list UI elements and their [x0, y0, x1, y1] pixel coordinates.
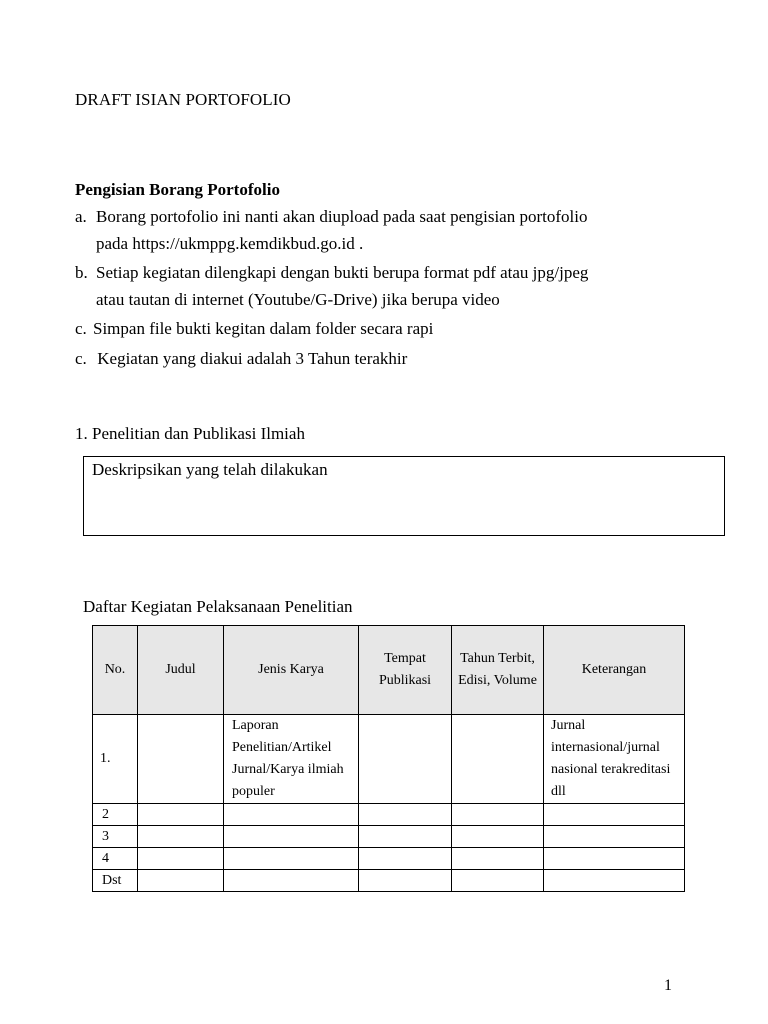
table-row — [93, 848, 685, 870]
section-title-penelitian: 1. Penelitian dan Publikasi Ilmiah — [75, 424, 305, 443]
instruction-marker: a. — [75, 207, 87, 226]
cell-no: 1. — [93, 715, 138, 804]
cell-judul[interactable] — [138, 715, 224, 804]
instruction-marker: b. — [75, 263, 88, 282]
description-box[interactable] — [83, 456, 725, 536]
table-title: Daftar Kegiatan Pelaksanaan Penelitian — [83, 597, 353, 616]
document-title: DRAFT ISIAN PORTOFOLIO — [75, 90, 291, 109]
cell-keterangan[interactable] — [544, 826, 685, 848]
cell-no: 2 — [93, 804, 138, 826]
table-row — [93, 804, 685, 826]
cell-jenis-karya[interactable] — [224, 848, 359, 870]
cell-tahun-terbit[interactable] — [452, 826, 544, 848]
cell-jenis-karya: Laporan Penelitian/Artikel Jurnal/Karya ilmiah populer — [224, 715, 359, 804]
cell-no: 3 — [93, 826, 138, 848]
cell-tempat-publikasi[interactable] — [359, 870, 452, 892]
table-row — [93, 870, 685, 892]
instruction-marker: c. — [75, 319, 87, 338]
table-row — [93, 715, 685, 804]
cell-judul[interactable] — [138, 826, 224, 848]
instruction-text: Borang portofolio ini nanti akan diupload pada saat pengisian portofolio — [96, 207, 588, 226]
cell-judul[interactable] — [138, 804, 224, 826]
kegiatan-table — [92, 625, 685, 892]
cell-keterangan[interactable] — [544, 804, 685, 826]
table-header-row — [93, 626, 685, 715]
instruction-continuation: pada https://ukmppg.kemdikbud.go.id . — [96, 234, 364, 253]
cell-tahun-terbit[interactable] — [452, 715, 544, 804]
cell-no: Dst — [93, 870, 138, 892]
header-keterangan: Keterangan — [544, 626, 685, 715]
instruction-marker: c. — [75, 349, 87, 368]
cell-tempat-publikasi[interactable] — [359, 826, 452, 848]
header-no: No. — [93, 626, 138, 715]
instruction-text: Setiap kegiatan dilengkapi dengan bukti berupa format pdf atau jpg/jpeg — [96, 263, 589, 282]
instruction-item-b — [75, 259, 683, 313]
instruction-continuation: atau tautan di internet (Youtube/G-Drive) jika berupa video — [96, 290, 500, 309]
cell-tempat-publikasi[interactable] — [359, 804, 452, 826]
header-tahun-terbit: Tahun Terbit, Edisi, Volume — [452, 626, 544, 715]
page-number: 1 — [664, 977, 672, 994]
instructions-heading: Pengisian Borang Portofolio — [75, 180, 280, 199]
instruction-item-c2 — [75, 345, 683, 372]
instruction-item-a — [75, 203, 683, 257]
cell-tahun-terbit[interactable] — [452, 848, 544, 870]
cell-tempat-publikasi[interactable] — [359, 848, 452, 870]
cell-keterangan[interactable] — [544, 870, 685, 892]
header-judul: Judul — [138, 626, 224, 715]
cell-jenis-karya[interactable] — [224, 870, 359, 892]
cell-jenis-karya[interactable] — [224, 826, 359, 848]
table-row — [93, 826, 685, 848]
instruction-item-c1 — [75, 315, 683, 342]
cell-tahun-terbit[interactable] — [452, 804, 544, 826]
header-jenis-karya: Jenis Karya — [224, 626, 359, 715]
instruction-text: Simpan file bukti kegitan dalam folder secara rapi — [93, 319, 434, 338]
cell-keterangan[interactable] — [544, 848, 685, 870]
instruction-text: Kegiatan yang diakui adalah 3 Tahun terakhir — [93, 349, 408, 368]
cell-jenis-karya[interactable] — [224, 804, 359, 826]
cell-keterangan: Jurnal internasional/jurnal nasional terakreditasi dll — [544, 715, 685, 804]
cell-judul[interactable] — [138, 848, 224, 870]
cell-tahun-terbit[interactable] — [452, 870, 544, 892]
header-tempat-publikasi: Tempat Publikasi — [359, 626, 452, 715]
description-prompt: Deskripsikan yang telah dilakukan — [92, 460, 328, 479]
cell-tempat-publikasi[interactable] — [359, 715, 452, 804]
cell-judul[interactable] — [138, 870, 224, 892]
cell-no: 4 — [93, 848, 138, 870]
